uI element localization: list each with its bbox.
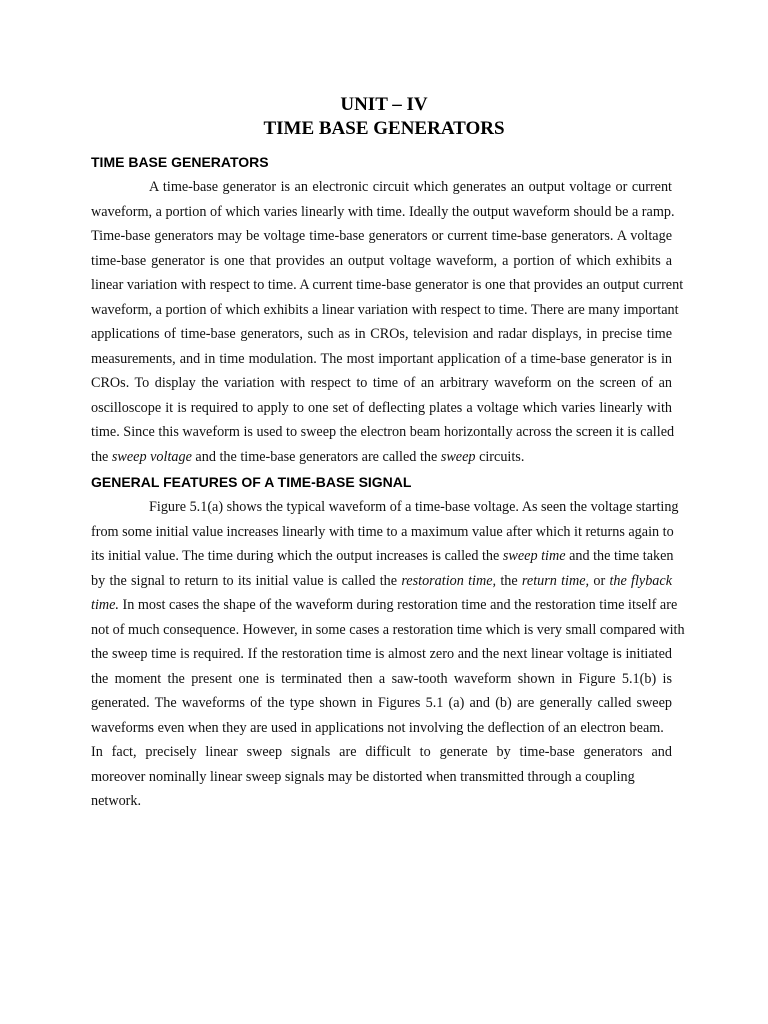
text-run: its initial value. The time during which the output increases is called the	[91, 548, 503, 564]
text-line: the moment the present one is terminated then a saw-tooth waveform shown in Figure 5.1(b) is	[91, 670, 672, 687]
text-line: waveform, a portion of which exhibits a linear variation with respect to time. There are many important	[91, 301, 679, 318]
text-line	[91, 544, 672, 569]
term-return-time: return time,	[521, 572, 590, 589]
text-line	[91, 593, 678, 618]
term-flyback: the flyback	[609, 572, 672, 589]
text-line: not of much consequence. However, in some cases a restoration time which is very small compared with	[91, 621, 685, 638]
paragraph-time-base-intro	[91, 175, 684, 469]
text-run: by the signal to return to its initial value is called the	[91, 572, 402, 589]
text-line: oscilloscope it is required to apply to one set of deflecting plates a voltage which varies linearly with	[91, 399, 672, 416]
term-sweep: sweep	[440, 448, 476, 465]
text-run: In most cases the shape of the waveform during restoration time and the restoration time itself are	[118, 597, 678, 613]
text-line: waveform, a portion of which varies linearly with time. Ideally the output waveform should be a ramp.	[91, 203, 675, 220]
text-line: waveforms even when they are used in applications not involving the deflection of an electron beam.	[91, 719, 664, 736]
unit-title: TIME BASE GENERATORS	[263, 118, 505, 139]
paragraph-general-features	[91, 495, 685, 814]
text-line	[91, 445, 672, 470]
text-line: A time-base generator is an electronic circuit which generates an output voltage or current	[149, 179, 672, 195]
text-line: network.	[91, 793, 142, 809]
text-line: applications of time-base generators, such as in CROs, television and radar displays, in precise time	[91, 326, 672, 342]
text-line: In fact, precisely linear sweep signals are difficult to generate by time-base generators and	[91, 744, 672, 760]
text-line: time. Since this waveform is used to sweep the electron beam horizontally across the screen it is called	[91, 424, 675, 440]
term-flyback-time: time.	[91, 597, 119, 613]
text-run: or	[589, 572, 610, 589]
page-title	[0, 93, 768, 141]
text-run: the	[496, 572, 522, 589]
unit-number: UNIT – IV	[340, 94, 428, 115]
text-line: generated. The waveforms of the type shown in Figures 5.1 (a) and (b) are generally called sweep	[91, 695, 672, 711]
term-restoration-time: restoration time,	[401, 572, 497, 589]
text-line: moreover nominally linear sweep signals may be distorted when transmitted through a coupling	[91, 768, 635, 785]
text-line: CROs. To display the variation with respect to time of an arbitrary waveform on the screen of an	[91, 375, 672, 391]
term-sweep-voltage: sweep voltage	[111, 448, 192, 465]
text-run: the	[91, 448, 112, 465]
text-line: measurements, and in time modulation. The most important application of a time-base generator is in	[91, 350, 672, 367]
text-line: Figure 5.1(a) shows the typical waveform of a time-base voltage. As seen the voltage starting	[149, 499, 679, 515]
text-line: Time-base generators may be voltage time-base generators or current time-base generators. A voltage	[91, 228, 672, 244]
text-run: and the time taken	[565, 548, 674, 564]
text-line	[91, 569, 672, 594]
section-heading-time-base-generators: TIME BASE GENERATORS	[91, 154, 269, 170]
text-line: linear variation with respect to time. A current time-base generator is one that provides an output current	[91, 277, 684, 293]
text-line: from some initial value increases linearly with time to a maximum value after which it returns again to	[91, 523, 674, 540]
term-sweep-time: sweep time	[502, 548, 566, 564]
text-run: and the time-base generators are called the	[191, 448, 441, 465]
text-line: time-base generator is one that provides an output voltage waveform, a portion of which exhibits a	[91, 252, 672, 269]
text-line: the sweep time is required. If the restoration time is almost zero and the next linear voltage is initiated	[91, 646, 672, 662]
text-run: circuits.	[475, 448, 525, 465]
section-heading-general-features: GENERAL FEATURES OF A TIME-BASE SIGNAL	[91, 474, 412, 490]
